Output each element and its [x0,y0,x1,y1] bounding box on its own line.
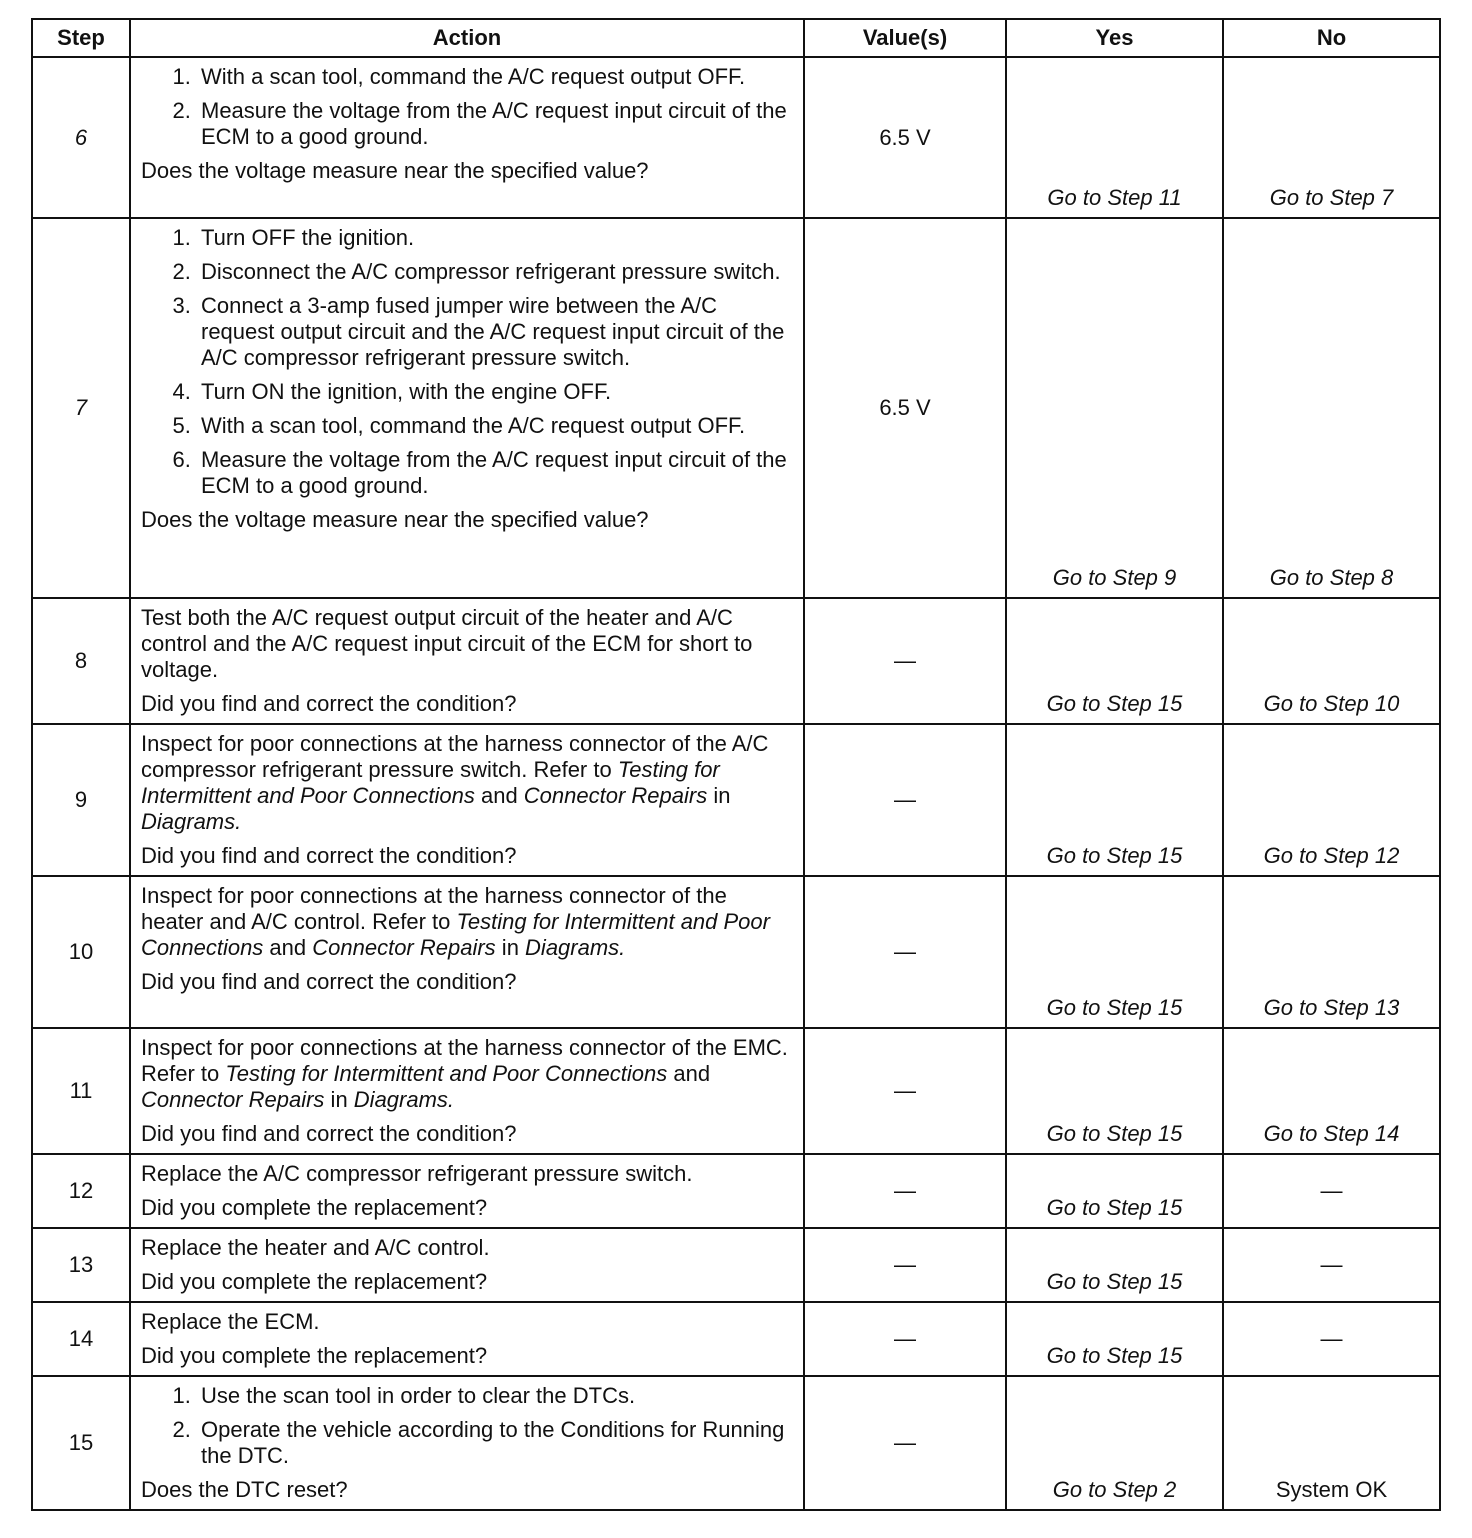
reference-link: Diagrams. [353,1087,455,1112]
action-text: Replace the heater and A/C control. [141,1235,490,1260]
diagnostic-table [31,18,1441,1511]
action-text [141,1035,795,1113]
action-question: Does the voltage measure near the specified value? [141,507,649,532]
table-row [32,218,1440,598]
action-step: 2. Measure the voltage from the A/C request input circuit of the ECM to a good ground. [197,98,795,150]
action-question: Did you complete the replacement? [141,1195,488,1220]
value-cell: 6.5 V [804,57,1006,218]
action-question: Does the DTC reset? [141,1477,348,1502]
action-step-list [141,1383,795,1469]
action-cell [130,57,804,218]
reference-link: Connector Repairs [523,783,708,808]
step-number: 11 [32,1028,130,1154]
action-question: Did you find and correct the condition? [141,1121,517,1146]
header-step: Step [32,19,130,57]
action-text-part: Inspect for poor connections at the harness connector of the EMC. Refer to [141,1035,788,1086]
reference-link: Connector Repairs [312,935,496,960]
action-step: 6. Measure the voltage from the A/C request input circuit of the ECM to a good ground. [197,447,795,499]
table-row [32,1028,1440,1154]
reference-link: Connector Repairs [141,1087,325,1112]
yes-cell: Go to Step 9 [1006,218,1223,598]
action-question: Did you find and correct the condition? [141,969,517,994]
header-row [32,19,1440,57]
reference-link: Testing for Intermittent and Poor Connections [141,909,770,960]
action-text: Replace the A/C compressor refrigerant pressure switch. [141,1161,693,1186]
action-question: Did you complete the replacement? [141,1269,488,1294]
action-text-part: Inspect for poor connections at the harness connector of the heater and A/C control. Refer to [141,883,727,934]
table-row [32,724,1440,876]
table-row [32,1154,1440,1228]
header-no: No [1223,19,1440,57]
action-cell [130,598,804,724]
action-text-part: in [324,1087,354,1112]
action-question: Did you complete the replacement? [141,1343,488,1368]
yes-cell: Go to Step 15 [1006,876,1223,1028]
yes-cell: Go to Step 11 [1006,57,1223,218]
action-cell [130,218,804,598]
no-cell: Go to Step 14 [1223,1028,1440,1154]
value-cell: — [804,1376,1006,1510]
yes-cell: Go to Step 15 [1006,1154,1223,1228]
action-cell [130,1228,804,1302]
action-step: 5. With a scan tool, command the A/C request output OFF. [197,413,795,439]
step-number: 7 [32,218,130,598]
header-values: Value(s) [804,19,1006,57]
action-question: Did you find and correct the condition? [141,843,517,868]
value-cell: — [804,598,1006,724]
table-row [32,598,1440,724]
table-row [32,1302,1440,1376]
table-row [32,1376,1440,1510]
yes-cell: Go to Step 15 [1006,1302,1223,1376]
value-cell: 6.5 V [804,218,1006,598]
yes-cell: Go to Step 15 [1006,598,1223,724]
action-text [141,883,795,961]
no-cell: System OK [1223,1376,1440,1510]
value-cell: — [804,1154,1006,1228]
no-cell: Go to Step 12 [1223,724,1440,876]
action-text-part: in [495,935,526,960]
action-text-part: in [707,783,731,808]
action-cell [130,1028,804,1154]
value-cell: — [804,1228,1006,1302]
diagnostic-table-document [31,18,1439,1500]
value-cell: — [804,724,1006,876]
value-cell: — [804,1302,1006,1376]
action-cell [130,1376,804,1510]
action-text-part: and [263,935,313,960]
action-cell [130,724,804,876]
step-number: 8 [32,598,130,724]
action-question: Does the voltage measure near the specified value? [141,158,649,183]
action-step: 2. Disconnect the A/C compressor refrigerant pressure switch. [197,259,795,285]
action-text: Replace the ECM. [141,1309,320,1334]
action-cell [130,1154,804,1228]
step-number: 15 [32,1376,130,1510]
action-text-part: and [667,1061,711,1086]
action-step: 2. Operate the vehicle according to the Conditions for Running the DTC. [197,1417,795,1469]
step-number: 13 [32,1228,130,1302]
no-cell: — [1223,1302,1440,1376]
value-cell: — [804,876,1006,1028]
action-step-list [141,225,795,499]
reference-link: Diagrams. [525,935,626,960]
action-text: Test both the A/C request output circuit of the heater and A/C control and the A/C request input circuit of the ECM for short to voltage. [141,605,753,682]
yes-cell: Go to Step 2 [1006,1376,1223,1510]
step-number: 14 [32,1302,130,1376]
header-action: Action [130,19,804,57]
yes-cell: Go to Step 15 [1006,1028,1223,1154]
value-cell: — [804,1028,1006,1154]
action-text-part: Inspect for poor connections at the harness connector of the A/C compressor refrigerant pressure switch. Refer to [141,731,769,782]
no-cell: Go to Step 13 [1223,876,1440,1028]
step-number: 12 [32,1154,130,1228]
no-cell: Go to Step 8 [1223,218,1440,598]
action-cell [130,1302,804,1376]
no-cell: — [1223,1154,1440,1228]
table-row [32,57,1440,218]
no-cell: — [1223,1228,1440,1302]
action-step: 1. Turn OFF the ignition. [197,225,795,251]
action-step: 3. Connect a 3-amp fused jumper wire between the A/C request output circuit and the A/C request input circuit of the A/C compressor refrigerant pressure switch. [197,293,795,371]
action-step: 1. Use the scan tool in order to clear the DTCs. [197,1383,795,1409]
yes-cell: Go to Step 15 [1006,1228,1223,1302]
reference-link: Testing for Intermittent and Poor Connections [141,757,720,808]
action-step: 4. Turn ON the ignition, with the engine OFF. [197,379,795,405]
action-step: 1. With a scan tool, command the A/C request output OFF. [197,64,795,90]
step-number: 6 [32,57,130,218]
action-text-part: and [474,783,524,808]
action-text [141,731,795,835]
no-cell: Go to Step 7 [1223,57,1440,218]
action-step-list [141,64,795,150]
reference-link: Diagrams. [141,809,242,834]
yes-cell: Go to Step 15 [1006,724,1223,876]
header-yes: Yes [1006,19,1223,57]
reference-link: Testing for Intermittent and Poor Connections [225,1061,668,1086]
table-row [32,1228,1440,1302]
step-number: 10 [32,876,130,1028]
action-cell [130,876,804,1028]
no-cell: Go to Step 10 [1223,598,1440,724]
table-row [32,876,1440,1028]
step-number: 9 [32,724,130,876]
action-question: Did you find and correct the condition? [141,691,517,716]
